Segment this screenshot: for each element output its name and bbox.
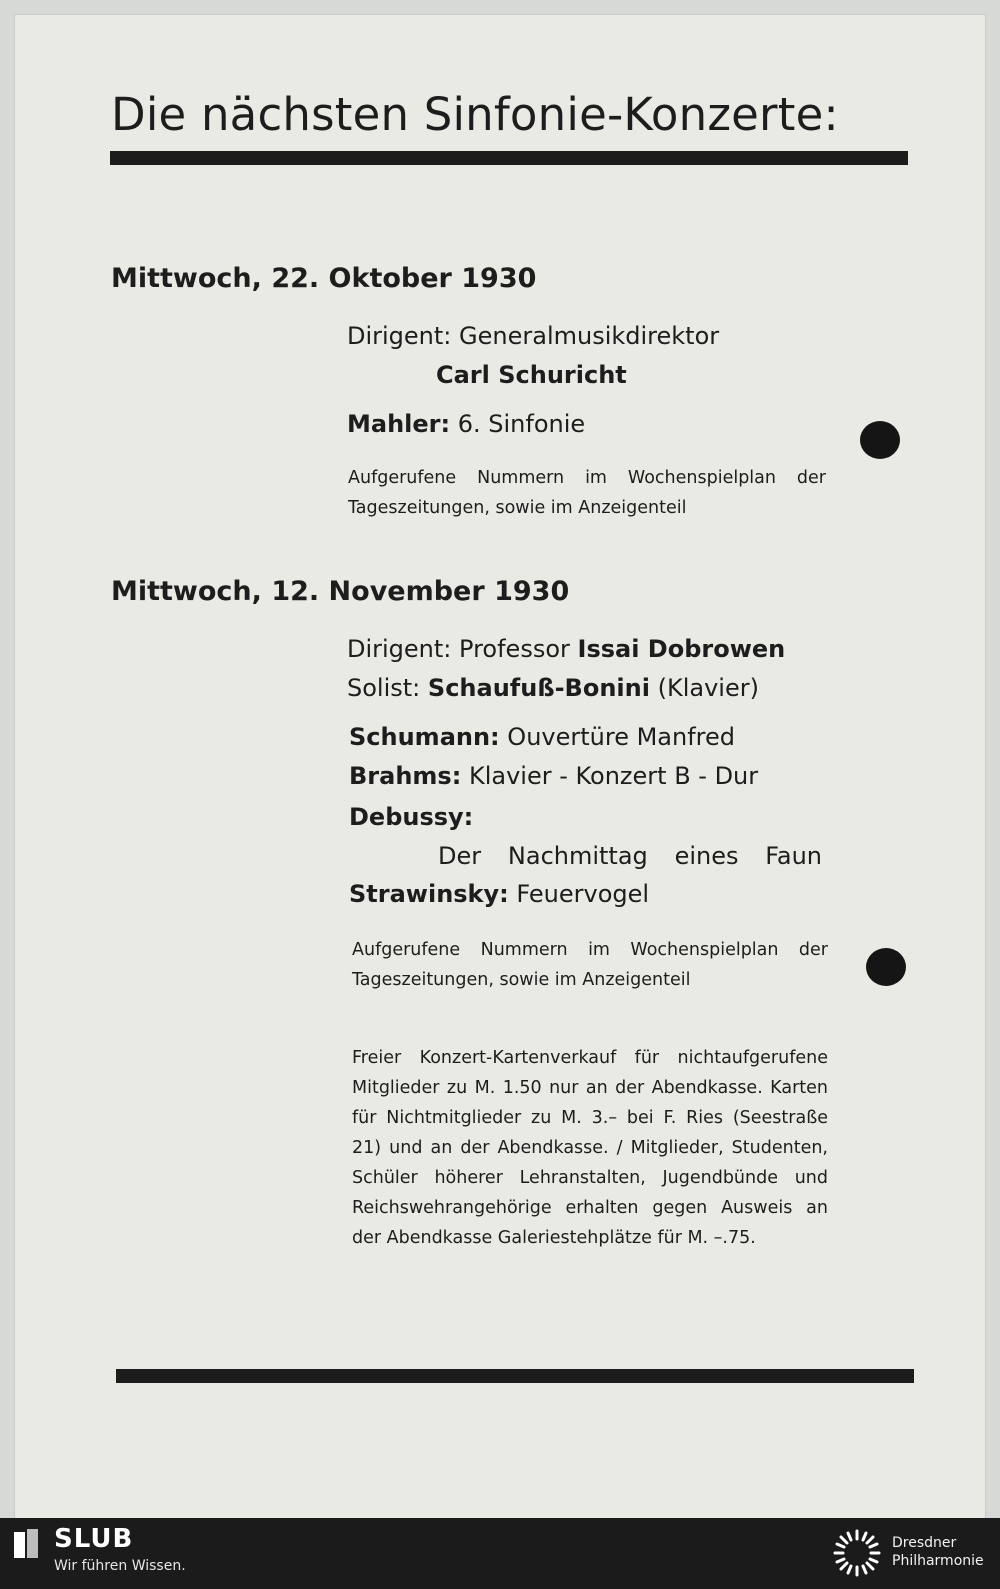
- philharmonie-logo-icon: [832, 1528, 882, 1578]
- concert2-note: Aufgerufene Nummern im Wochenspielplan der Tageszeitungen, sowie im Anzeigenteil: [352, 940, 828, 990]
- page-title: Die nächsten Sinfonie-Konzerte:: [111, 88, 839, 141]
- library-name: SLUB: [54, 1524, 134, 1554]
- work: Feuervogel: [516, 880, 650, 908]
- composer: Strawinsky:: [349, 880, 509, 908]
- soloist-instrument: (Klavier): [657, 674, 759, 702]
- program-item-debussy: Debussy:: [349, 803, 474, 831]
- program-item-brahms: [349, 762, 758, 790]
- concert2-date: Mittwoch, 12. November 1930: [111, 576, 570, 607]
- soloist-name: Schaufuß-Bonini: [427, 674, 650, 702]
- debussy-work-word: Der: [438, 842, 482, 870]
- slub-logo-icon: [12, 1528, 42, 1562]
- composer: Brahms:: [349, 762, 462, 790]
- composer: Mahler:: [347, 410, 451, 438]
- conductor-label: Dirigent:: [347, 322, 452, 350]
- orchestra-name: [892, 1534, 984, 1570]
- library-tagline: Wir führen Wissen.: [54, 1558, 186, 1574]
- punch-hole: [860, 421, 900, 459]
- concert1-program-line: [347, 410, 585, 438]
- ticket-info: Freier Konzert-Kartenverkauf für nichtaufgerufene Mitglieder zu M. 1.50 nur an der Abendkasse. Karten für Nichtmitglieder zu M. 3.– bei F. Ries (Seestraße 21) und an der Abendkasse. / Mitglieder, Studenten, Schüler höherer Lehranstalten, Jugendbünde und Reichswehrangehörige erhalten gegen Ausweis an der Abendkasse Galeriestehplätze für M. –.75.: [352, 1048, 828, 1248]
- title-underline: [110, 151, 908, 165]
- program-item-schumann: [349, 723, 735, 751]
- debussy-work-word: Nachmittag: [507, 842, 648, 870]
- work: Klavier - Konzert B - Dur: [468, 762, 759, 790]
- footer-bar: [0, 1518, 1000, 1589]
- concert1-conductor-name: Carl Schuricht: [436, 361, 627, 389]
- conductor-title: Generalmusikdirektor: [459, 322, 720, 350]
- bottom-rule: [116, 1369, 914, 1383]
- concert1-date: Mittwoch, 22. Oktober 1930: [111, 263, 537, 294]
- punch-hole: [866, 948, 906, 986]
- concert1-conductor-line: [347, 322, 719, 350]
- concert2-conductor-line: [347, 635, 785, 663]
- program-item-strawinsky: [349, 880, 649, 908]
- debussy-work-word: eines: [674, 842, 739, 870]
- debussy-work-word: Faun: [765, 842, 822, 870]
- concert1-note: Aufgerufene Nummern im Wochenspielplan der Tageszeitungen, sowie im Anzeigenteil: [348, 468, 826, 518]
- soloist-label: Solist:: [347, 674, 421, 702]
- orchestra-name-line1: Dresdner: [892, 1535, 957, 1551]
- concert2-soloist-line: [347, 674, 759, 702]
- conductor-name: Issai Dobrowen: [577, 635, 786, 663]
- work: 6. Sinfonie: [457, 410, 586, 438]
- work: Ouvertüre Manfred: [507, 723, 736, 751]
- composer: Schumann:: [349, 723, 500, 751]
- debussy-work: [438, 842, 822, 870]
- conductor-title: Professor: [459, 635, 570, 663]
- conductor-label: Dirigent:: [347, 635, 452, 663]
- orchestra-name-line2: Philharmonie: [892, 1553, 984, 1569]
